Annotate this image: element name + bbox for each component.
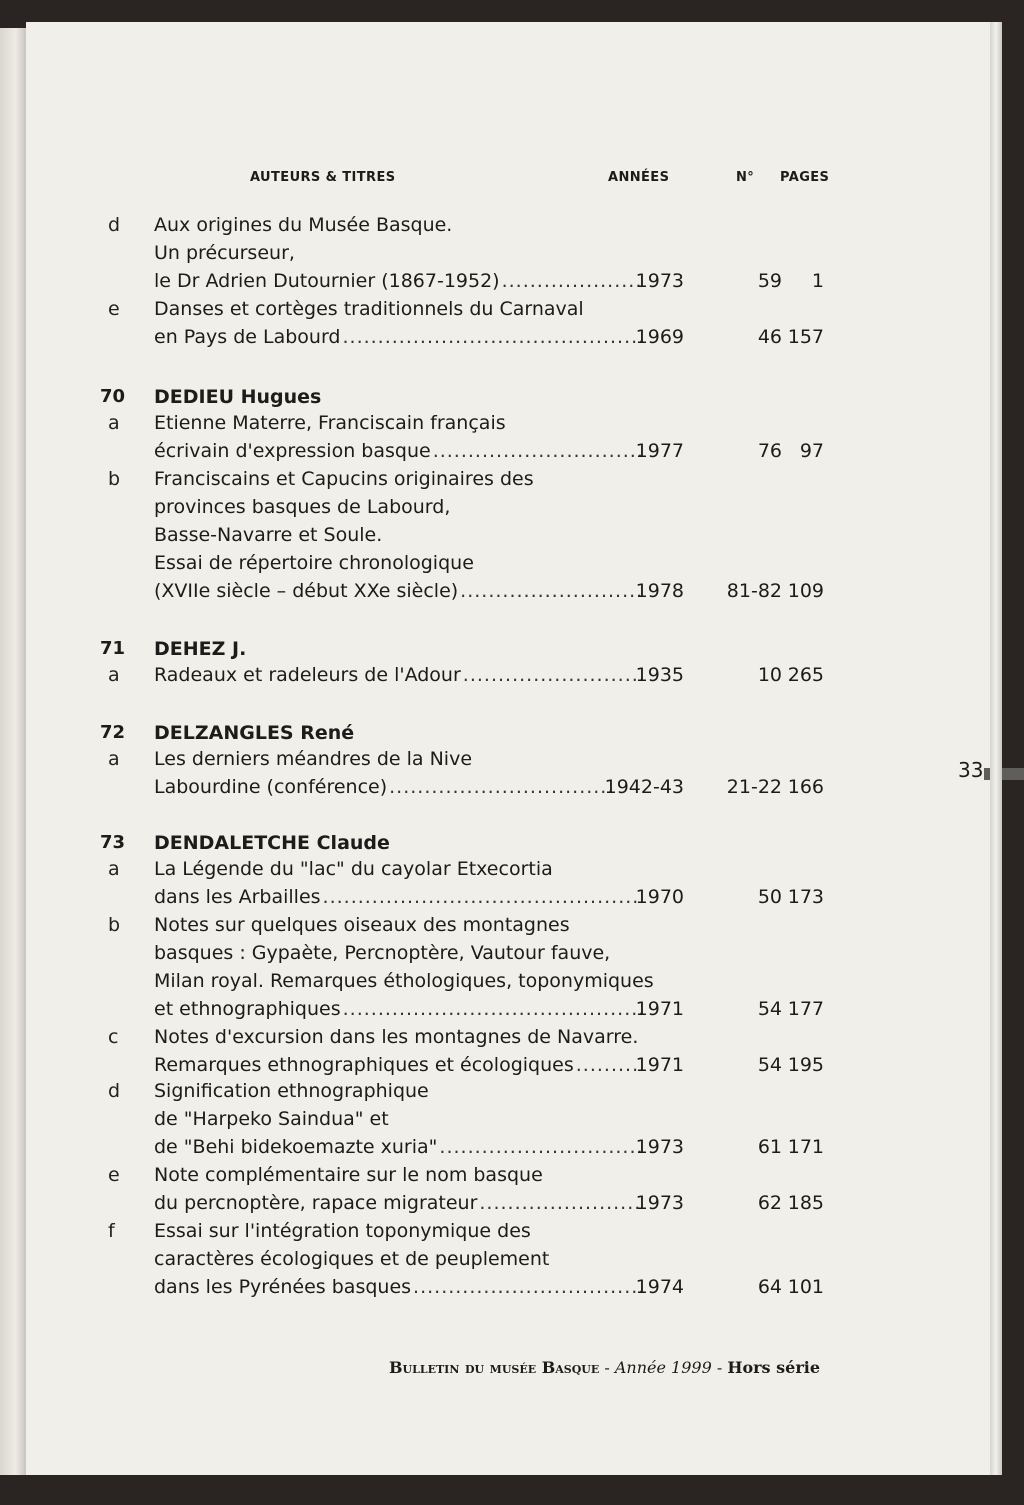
- entry-pages: 101: [787, 1276, 824, 1298]
- entry-title-leader: [154, 664, 644, 692]
- author-number: 73: [100, 832, 126, 853]
- index-row: [26, 440, 990, 468]
- footer-separator: -: [711, 1358, 728, 1377]
- entry-title-leader: [154, 886, 644, 914]
- index-row: [26, 776, 990, 804]
- document-page: [26, 22, 990, 1475]
- index-row: [26, 886, 990, 914]
- page-number: 33: [958, 758, 984, 782]
- header-pages: PAGES: [780, 170, 830, 185]
- index-row: [26, 914, 990, 942]
- entry-year: 1971: [635, 1054, 684, 1076]
- index-row: [26, 858, 990, 886]
- entry-year: 1973: [635, 1136, 684, 1158]
- index-row: [26, 214, 990, 242]
- entry-title-leader: [154, 580, 644, 608]
- author-name: DELZANGLES René: [154, 722, 355, 744]
- entry-title: dans les Pyrénées basques: [154, 1276, 412, 1298]
- entry-letter: e: [108, 1164, 120, 1186]
- entry-title: Basse-Navarre et Soule.: [154, 524, 383, 546]
- index-row: [26, 638, 990, 666]
- entry-title-leader: [154, 998, 644, 1026]
- index-row: [26, 412, 990, 440]
- index-row: [26, 298, 990, 326]
- entry-title: Remarques ethnographiques et écologiques: [154, 1054, 574, 1076]
- entry-title: Notes d'excursion dans les montagnes de Navarre.: [154, 1026, 639, 1048]
- entry-letter: b: [108, 468, 121, 490]
- entry-title: (XVIIe siècle – début XXe siècle): [154, 580, 459, 602]
- dot-leader: [439, 1136, 642, 1158]
- entry-title-leader: [154, 776, 618, 804]
- entry-title: de "Harpeko Saindua" et: [154, 1108, 389, 1130]
- index-row: [26, 1080, 990, 1108]
- entry-title-leader: [154, 1054, 644, 1082]
- dot-leader: [576, 1054, 642, 1076]
- index-row: [26, 1026, 990, 1054]
- entry-letter: d: [108, 214, 121, 236]
- entry-title: Un précurseur,: [154, 242, 295, 264]
- entry-pages: 171: [787, 1136, 824, 1158]
- index-row: [26, 832, 990, 860]
- entry-letter: a: [108, 748, 120, 770]
- index-row: [26, 1054, 990, 1082]
- entry-title: caractères écologiques et de peuplement: [154, 1248, 550, 1270]
- author-number: 70: [100, 386, 126, 407]
- footer-separator: -: [599, 1358, 615, 1377]
- dot-leader: [460, 580, 642, 602]
- entry-issue: 81-82: [726, 580, 782, 602]
- index-row: [26, 496, 990, 524]
- entry-title: Franciscains et Capucins originaires des: [154, 468, 534, 490]
- author-name: DEHEZ J.: [154, 638, 247, 660]
- entry-pages: 177: [787, 998, 824, 1020]
- entry-letter: e: [108, 298, 120, 320]
- index-row: [26, 1220, 990, 1248]
- entry-year: 1973: [635, 270, 684, 292]
- entry-issue: 61: [757, 1136, 782, 1158]
- entry-issue: 21-22: [726, 776, 782, 798]
- index-row: [26, 270, 990, 298]
- index-row: [26, 998, 990, 1026]
- footer-bulletin: Bulletin du musée Basque: [389, 1358, 600, 1377]
- entry-title-leader: [154, 326, 644, 354]
- entry-issue: 64: [757, 1276, 782, 1298]
- entry-title: et ethnographiques: [154, 998, 341, 1020]
- author-number: 72: [100, 722, 126, 743]
- entry-letter: a: [108, 664, 120, 686]
- dot-leader: [502, 270, 642, 292]
- index-row: [26, 468, 990, 496]
- index-row: [26, 942, 990, 970]
- book-spine: [0, 28, 26, 1475]
- index-row: [26, 748, 990, 776]
- index-row: [26, 664, 990, 692]
- dot-leader: [413, 1276, 642, 1298]
- entry-title: Aux origines du Musée Basque.: [154, 214, 453, 236]
- entry-issue: 54: [757, 998, 782, 1020]
- entry-year: 1977: [635, 440, 684, 462]
- entry-title: écrivain d'expression basque: [154, 440, 431, 462]
- entry-year: 1969: [635, 326, 684, 348]
- footer: [389, 1358, 820, 1377]
- entry-title: du percnoptère, rapace migrateur: [154, 1192, 478, 1214]
- entry-pages: 157: [787, 326, 824, 348]
- entry-title: Essai sur l'intégration toponymique des: [154, 1220, 531, 1242]
- entry-pages: 185: [787, 1192, 824, 1214]
- entry-title: de "Behi bidekoemazte xuria": [154, 1136, 438, 1158]
- header-years: ANNÉES: [608, 170, 670, 185]
- entry-title: Note complémentaire sur le nom basque: [154, 1164, 543, 1186]
- entry-issue: 54: [757, 1054, 782, 1076]
- entry-letter: a: [108, 412, 120, 434]
- entry-title: Notes sur quelques oiseaux des montagnes: [154, 914, 570, 936]
- index-row: [26, 386, 990, 414]
- entry-letter: b: [108, 914, 121, 936]
- author-name: DEDIEU Hugues: [154, 386, 322, 408]
- entry-title: dans les Arbailles: [154, 886, 321, 908]
- entry-pages: 1: [811, 270, 824, 292]
- entry-issue: 50: [757, 886, 782, 908]
- entry-letter: d: [108, 1080, 121, 1102]
- dot-leader: [342, 326, 642, 348]
- entry-pages: 166: [787, 776, 824, 798]
- index-row: [26, 1136, 990, 1164]
- entry-pages: 109: [787, 580, 824, 602]
- entry-pages: 265: [787, 664, 824, 686]
- entry-title-leader: [154, 1136, 644, 1164]
- entry-letter: f: [108, 1220, 115, 1242]
- entry-title: Labourdine (conférence): [154, 776, 388, 798]
- footer-year: Année 1999: [614, 1358, 712, 1377]
- entry-year: 1978: [635, 580, 684, 602]
- entry-letter: a: [108, 858, 120, 880]
- index-row: [26, 580, 990, 608]
- dot-leader: [479, 1192, 642, 1214]
- entry-year: 1971: [635, 998, 684, 1020]
- entry-year: 1935: [635, 664, 684, 686]
- index-row: [26, 1108, 990, 1136]
- entry-title: Danses et cortèges traditionnels du Carnaval: [154, 298, 584, 320]
- entry-pages: 195: [787, 1054, 824, 1076]
- entry-title: basques : Gypaète, Percnoptère, Vautour fauve,: [154, 942, 611, 964]
- dot-leader: [433, 440, 642, 462]
- entry-issue: 62: [757, 1192, 782, 1214]
- entry-title-leader: [154, 1276, 644, 1304]
- index-row: [26, 1164, 990, 1192]
- index-row: [26, 970, 990, 998]
- entry-issue: 46: [757, 326, 782, 348]
- dot-leader: [389, 776, 616, 798]
- index-row: [26, 524, 990, 552]
- entry-year: 1973: [635, 1192, 684, 1214]
- entry-title-leader: [154, 1192, 644, 1220]
- footer-hors-serie: Hors série: [727, 1358, 820, 1377]
- dot-leader: [323, 886, 642, 908]
- entry-title: Essai de répertoire chronologique: [154, 552, 474, 574]
- entry-title: Milan royal. Remarques éthologiques, toponymiques: [154, 970, 654, 992]
- entry-title-leader: [154, 270, 644, 298]
- dot-leader: [343, 998, 642, 1020]
- entry-year: 1974: [635, 1276, 684, 1298]
- index-row: [26, 1248, 990, 1276]
- author-number: 71: [100, 638, 126, 659]
- entry-title: en Pays de Labourd: [154, 326, 341, 348]
- entry-issue: 76: [757, 440, 782, 462]
- entry-issue: 10: [757, 664, 782, 686]
- entry-title: Etienne Materre, Franciscain français: [154, 412, 506, 434]
- header-authors-titles: AUTEURS & TITRES: [250, 170, 396, 185]
- entry-title: provinces basques de Labourd,: [154, 496, 451, 518]
- header-issue: N°: [736, 170, 755, 185]
- entry-title: La Légende du "lac" du cayolar Etxecortia: [154, 858, 553, 880]
- author-name: DENDALETCHE Claude: [154, 832, 390, 854]
- index-row: [26, 1276, 990, 1304]
- entry-issue: 59: [757, 270, 782, 292]
- entry-pages: 173: [787, 886, 824, 908]
- entry-year: 1942-43: [604, 776, 684, 798]
- index-row: [26, 326, 990, 354]
- entry-year: 1970: [635, 886, 684, 908]
- entry-title: Les derniers méandres de la Nive: [154, 748, 473, 770]
- entry-letter: c: [108, 1026, 119, 1048]
- index-row: [26, 722, 990, 750]
- entry-title: le Dr Adrien Dutournier (1867-1952): [154, 270, 500, 292]
- dot-leader: [463, 664, 642, 686]
- index-row: [26, 242, 990, 270]
- entry-pages: 97: [799, 440, 824, 462]
- index-row: [26, 1192, 990, 1220]
- index-row: [26, 552, 990, 580]
- entry-title: Radeaux et radeleurs de l'Adour: [154, 664, 461, 686]
- entry-title: Signification ethnographique: [154, 1080, 429, 1102]
- entry-title-leader: [154, 440, 644, 468]
- page-edge: [990, 22, 1002, 1475]
